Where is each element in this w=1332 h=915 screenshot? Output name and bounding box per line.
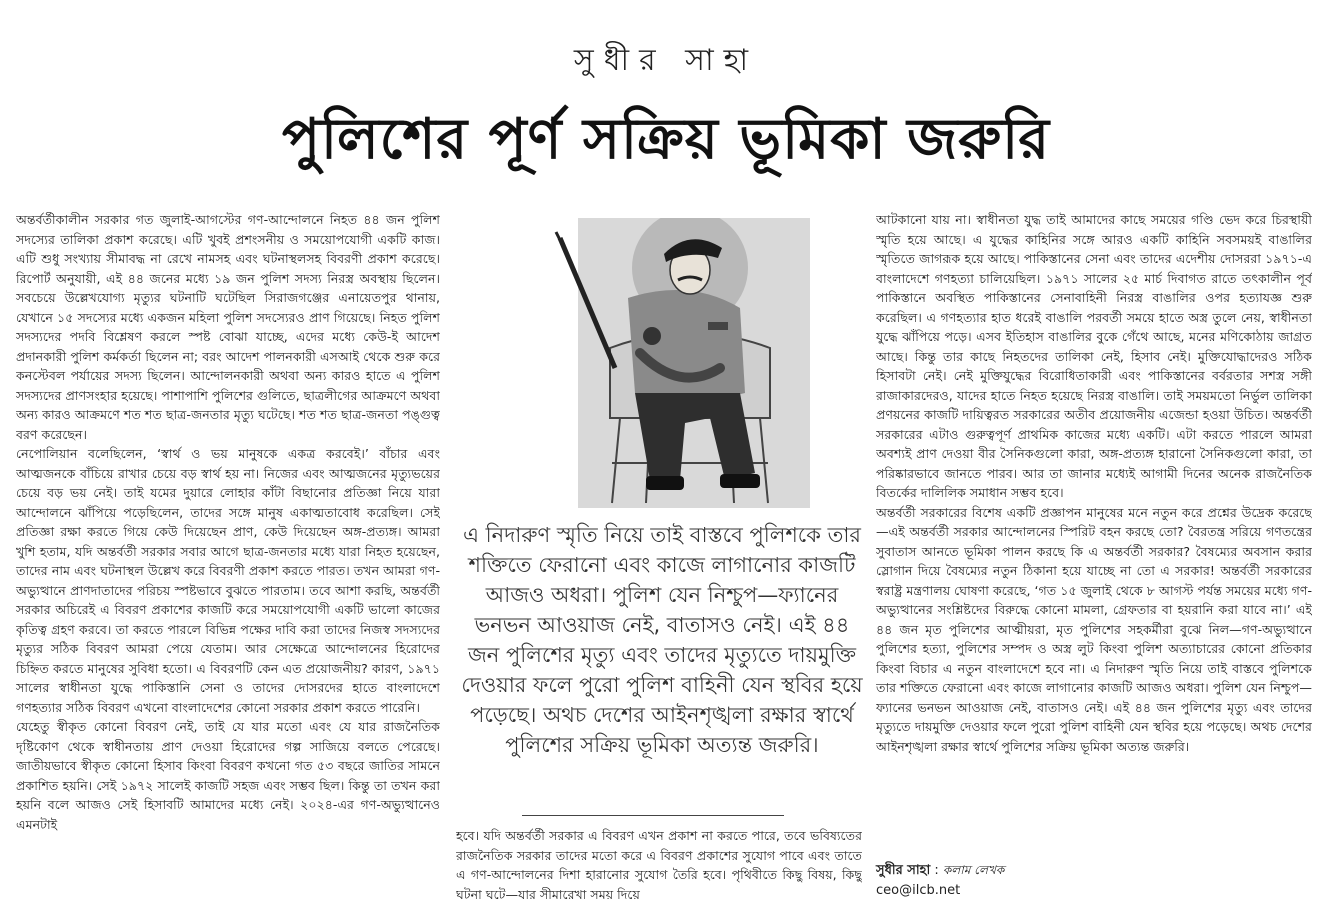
article-right-column: [876, 210, 1312, 850]
article-middle-column: [456, 826, 862, 906]
left-paragraph-1: অন্তর্বর্তীকালীন সরকার গত জুলাই-আগস্টের গণ-আন্দোলনে নিহত ৪৪ জন পুলিশ সদস্যের তালিকা প্রকাশ করেছে। এটি খুবই প্রশংসনীয় ও সময়োপযোগী একটি কাজ। এটি শুধু সংখ্যায় সীমাবদ্ধ না রেখে নামসহ এবং ঘটনাস্থলসহ বিবরণী প্রকাশ করেছে। রিপোর্ট অনুযায়ী, এই ৪৪ জনের মধ্যে ১৯ জন পুলিশ সদস্য নিরস্ত্র অবস্থায় ছিলেন। সবচেয়ে উল্লেখযোগ্য মৃত্যুর ঘটনাটি ঘটেছিল সিরাজগঞ্জের এনায়েতপুর থানায়, যেখানে ১৫ সদস্যের মধ্যে একজন মহিলা পুলিশ সদস্যেরও প্রাণ গিয়েছে। নিহত পুলিশ সদস্যদের পদবি বিশ্লেষণ করলে স্পষ্ট বোঝা যাচ্ছে, এদের মধ্যে কেউ-ই আদেশ প্রদানকারী পুলিশ কর্মকর্তা ছিলেন না; বরং আদেশ পালনকারী এসআই থেকে শুরু করে কনস্টেবল পর্যায়ের সদস্য ছিলেন। আন্দোলনকারী অথবা অন্য কারও হাতে এ পুলিশ সদস্যদের প্রাণসংহার হয়েছে। পাশাপাশি পুলিশের গুলিতে, ছাত্রলীগের আক্রমণে অথবা অন্য কারও আক্রমণে শত শত ছাত্র-জনতার মৃত্যু ঘটেছে। শত শত ছাত্র-জনতা পঙ্গুত্ব বরণ করেছেন।: [16, 212, 440, 442]
signature-separator: :: [930, 863, 943, 878]
right-paragraph-1: আটকানো যায় না। স্বাধীনতা যুদ্ধ তাই আমাদের কাছে সময়ের গণ্ডি ভেদ করে চিরস্থায়ী স্মৃতি হয়ে আছে। এ যুদ্ধের কাহিনির সঙ্গে আরও একটি কাহিনি সবসময়ই বাঙালির স্মৃতিতে জাগরূক হয়ে আছে। পাকিস্তানের সেনা এবং তাদের এদেশীয় দোসররা ১৯৭১-এ বাংলাদেশে গণহত্যা চালিয়েছিল। ১৯৭১ সালের ২৫ মার্চ দিবাগত রাতে তৎকালীন পূর্ব পাকিস্তানে অবস্থিত পাকিস্তানের সেনাবাহিনী নিরস্ত্র বাঙালির ওপর হত্যাযজ্ঞ শুরু করেছিল। এ গণহত্যার হাত ধরেই বাঙালি পরবর্তী সময়ে হাতে অস্ত্র তুলে নেয়, স্বাধীনতা যুদ্ধে ঝাঁপিয়ে পড়ে। এসব ইতিহাস বাঙালির বুকে গেঁথে আছে, মনের মণিকোঠায় জাগ্রত আছে। কিন্তু তার কাছে নিহতদের তালিকা নেই, হিসাব নেই। মুক্তিযোদ্ধাদেরও সঠিক হিসাবটা নেই। নেই মুক্তিযুদ্ধের বিরোধিতাকারী এবং পাকিস্তানের বর্বরতার সশস্ত্র সঙ্গী রাজাকারদেরও, যাদের হাতে নিহত হয়েছে নিরস্ত্র বাঙালি। তাই সময়মতো নির্ভুল তালিকা প্রণয়নের কাজটি দায়িত্বরত সরকারের অতীব প্রয়োজনীয় এজেন্ডা হওয়া উচিত। অন্তর্বর্তী সরকারের এটাও গুরুত্বপূর্ণ প্রাথমিক কাজের মধ্যে একটি। এটা করতে পারলে আমরা অবশ্যই প্রাণ দেওয়া বীর সৈনিকগুলো কারা, অঙ্গ-প্রত্যঙ্গ হারানো সৈনিকগুলো কারা, তা পরিষ্কারভাবে জানতে পারব। আর তা জানার মধ্যেই আগামী দিনের অনেক রাজনৈতিক বিতর্কের দালিলিক সমাধান সম্ভব হবে।: [876, 212, 1312, 500]
article-left-column: [16, 210, 440, 910]
police-officer-illustration: [540, 218, 840, 508]
author-signature: [876, 860, 1004, 901]
article-headline: পুলিশের পূর্ণ সক্রিয় ভূমিকা জরুরি: [281, 107, 1051, 172]
signature-email: ceo@ilcb.net: [876, 883, 961, 898]
left-paragraph-2: নেপোলিয়ান বলেছিলেন, ‘স্বার্থ ও ভয় মানুষকে একত্র করবেই।’ বাঁচার এবং আত্মজনকে বাঁচিয়ে রাখার চেয়ে বড় স্বার্থ হয় না। নিজের এবং আত্মজনের মৃত্যুভয়ের চেয়ে বড় ভয় নেই। তাই যমের দুয়ারে লোহার কাঁটা বিছানোর প্রতিজ্ঞা নিয়ে যারা আন্দোলনে ঝাঁপিয়ে পড়েছিলেন, তাদের সঙ্গে মানুষ একাত্মতাবোধ করেছিল। সেই প্রতিজ্ঞা রক্ষা করতে গিয়ে কেউ দিয়েছেন প্রাণ, কেউ দিয়েছেন অঙ্গ-প্রত্যঙ্গ। আমরা খুশি হতাম, যদি অন্তর্বর্তী সরকার সবার আগে ছাত্র-জনতার মধ্যে যারা নিহত হয়েছেন, তাদের নাম এবং ঘটনাস্থল উল্লেখ করে বিবরণী প্রকাশ করতে পারত। তখন আমরা গণ-অভ্যুত্থানে প্রাণদাতাদের পরিচয় স্পষ্টভাবে বুঝতে পারতাম। তবে আশা করছি, অন্তর্বর্তী সরকার অচিরেই এ বিবরণ প্রকাশের কাজটি করে সময়োপযোগী একটি ভালো কাজের কৃতিত্ব গ্রহণ করবে। তা করতে পারলে বিভিন্ন পক্ষের দাবি করা তাদের নিজস্ব সদস্যদের মৃত্যুর সঠিক বিবরণ আমরা পেয়ে যেতাম। আর সেক্ষেত্রে আন্দোলনের হিরোদের চিহ্নিত করতে মানুষের সুবিধা হতো। এ বিবরণটি কেন এত প্রয়োজনীয়? কারণ, ১৯৭১ সালের স্বাধীনতা যুদ্ধে পাকিস্তানি সেনা ও তাদের দোসরদের হাতে বাংলাদেশে গণহত্যার সঠিক বিবরণ এখনো বাংলাদেশের কোনো সরকার প্রকাশ করতে পারেনি।: [16, 446, 440, 715]
signature-name: সুধীর সাহা: [876, 863, 931, 878]
pull-quote-divider: [522, 815, 784, 816]
pull-quote: এ নিদারুণ স্মৃতি নিয়ে তাই বাস্তবে পুলিশকে তার শক্তিতে ফেরানো এবং কাজে লাগানোর কাজটি আজও অধরা। পুলিশ যেন নিশ্চুপ—ফ্যানের ভনভন আওয়াজ নেই, বাতাসও নেই। এই ৪৪ জন পুলিশের মৃত্যু এবং তাদের মৃত্যুতে দায়মুক্তি দেওয়ার ফলে পুরো পুলিশ বাহিনী যেন স্থবির হয়ে পড়েছে। অথচ দেশের আইনশৃঙ্খলা রক্ষার স্বার্থে পুলিশের সক্রিয় ভূমিকা অত্যন্ত জরুরি।: [461, 523, 863, 757]
author-byline-top: সুধীর সাহা: [573, 43, 759, 78]
middle-paragraph: হবে। যদি অন্তর্বর্তী সরকার এ বিবরণ এখন প্রকাশ না করতে পারে, তবে ভবিষ্যতের রাজনৈতিক সরকার তাদের মতো করে এ বিবরণ প্রকাশের সুযোগ পাবে এবং তাতে এ গণ-আন্দোলনের দিশা হারানোর সুযোগ তৈরি হবে। পৃথিবীতে কিছু বিষয়, কিছু ঘটনা ঘটে—যার সীমারেখা সময় দিয়ে: [456, 828, 862, 902]
right-paragraph-2: অন্তর্বর্তী সরকারের বিশেষ একটি প্রজ্ঞাপন মানুষের মনে নতুন করে প্রশ্নের উদ্রেক করেছে—এই অন্তর্বর্তী সরকার আন্দোলনের স্পিরিট বহন করছে তো? বৈরতন্ত্র সরিয়ে গণতন্ত্রের সুবাতাস আনতে ভূমিকা পালন করছে কি এ অন্তর্বর্তী সরকার? বৈষম্যের অবসান করার স্লোগান দিয়ে বৈষম্যের নতুন ঠিকানা হয়ে যাচ্ছে না তো এ সরকার! অন্তর্বর্তী সরকারের স্বরাষ্ট্র মন্ত্রণালয় ঘোষণা করেছে, ‘গত ১৫ জুলাই থেকে ৮ আগস্ট পর্যন্ত সময়ের মধ্যে গণ-অভ্যুত্থানের সংশ্লিষ্টদের বিরুদ্ধে কোনো মামলা, গ্রেফতার বা হয়রানি করা যাবে না।’ এই ৪৪ জন মৃত পুলিশের আত্মীয়রা, মৃত পুলিশের সহকর্মীরা বুঝে নিল—গণ-অভ্যুত্থানে পুলিশের হত্যা, পুলিশের সম্পদ ও অস্ত্র লুট কিংবা পুলিশ অত্যাচারের কোনো প্রতিকার কিংবা বিচার এ নতুন বাংলাদেশে হবে না। এ নিদারুণ স্মৃতি নিয়ে তাই বাস্তবে পুলিশকে তার শক্তিতে ফেরানো এবং কাজে লাগানোর কাজটি আজও অধরা। পুলিশ যেন নিশ্চুপ—ফ্যানের ভনভন আওয়াজ নেই, বাতাসও নেই। এই ৪৪ জন পুলিশের মৃত্যু এবং তাদের মৃত্যুতে দায়মুক্তি দেওয়ার ফলে পুরো পুলিশ বাহিনী যেন স্থবির হয়ে পড়েছে। অথচ দেশের আইনশৃঙ্খলা রক্ষার স্বার্থে পুলিশের সক্রিয় ভূমিকা অত্যন্ত জরুরি।: [876, 504, 1312, 754]
left-paragraph-3: যেহেতু স্বীকৃত কোনো বিবরণ নেই, তাই যে যার মতো এবং যে যার রাজনৈতিক দৃষ্টিকোণ থেকে স্বাধীনতায় প্রাণ দেওয়া হিরোদের গল্প সাজিয়ে বলতে পেরেছে। জাতীয়ভাবে স্বীকৃত কোনো হিসাব কিংবা বিবরণ কখনো গত ৫৩ বছরে জাতির সামনে প্রকাশিত হয়নি। সেই ১৯৭২ সালেই কাজটি সহজ এবং সম্ভব ছিল। কিন্তু তা তখন করা হয়নি বলে আজও সেই হিসাবটি আমাদের মধ্যে নেই। ২০২৪-এর গণ-অভ্যুত্থানেও এমনটাই: [16, 719, 440, 832]
signature-role: কলাম লেখক: [942, 863, 1005, 877]
